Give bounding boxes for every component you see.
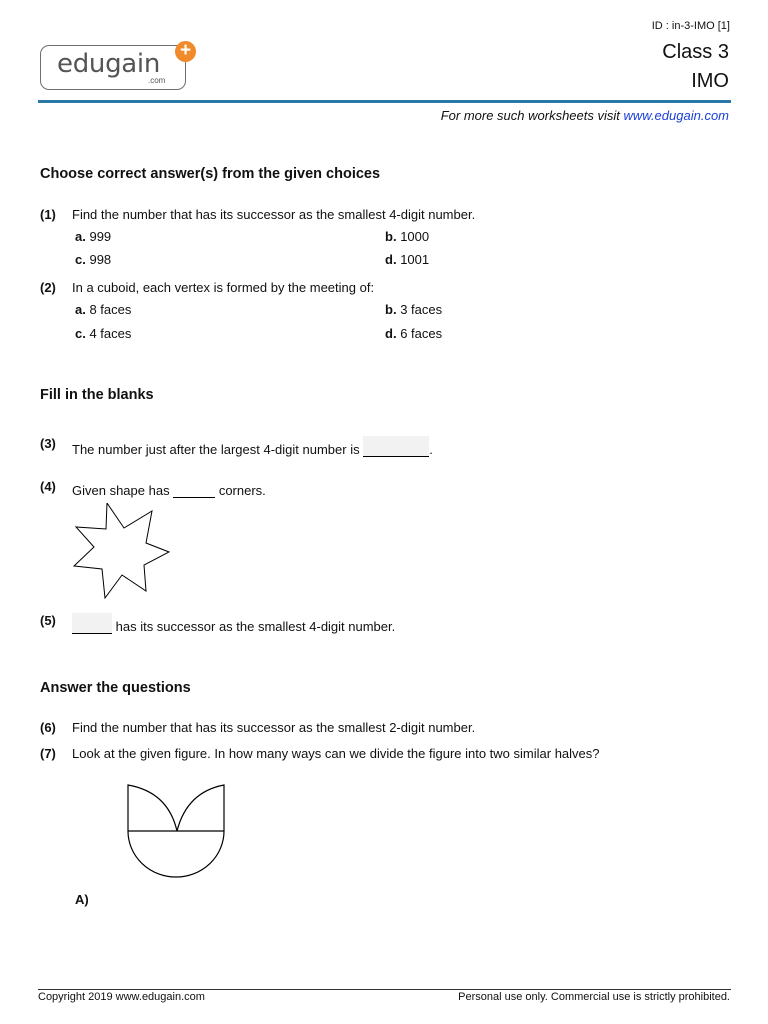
star-shape-figure [72,503,172,599]
q2-option-c[interactable]: c. 4 faces [75,326,132,341]
class-label: Class 3 [662,41,729,63]
logo-sub: .com [148,76,166,85]
section-choose-heading: Choose correct answer(s) from the given choices [40,166,381,182]
q7-number: (7) [40,746,56,761]
q7-answer-label: A) [75,892,89,907]
q2-text: In a cuboid, each vertex is formed by the meeting of: [72,280,375,295]
q3-line [72,436,433,457]
q1-option-b[interactable]: b. 1000 [385,229,430,244]
star-outline [74,503,169,598]
q3-text: The number just after the largest 4-digit number is [72,442,360,457]
footer-divider [38,989,731,990]
q2-option-d[interactable]: d. 6 faces [385,326,443,341]
q3-number: (3) [40,436,56,451]
q4-number: (4) [40,479,56,494]
footer-notice: Personal use only. Commercial use is strictly prohibited. [458,991,730,1003]
q5-text: has its successor as the smallest 4-digit number. [115,619,396,634]
more-worksheets-line [441,108,729,123]
header-divider [38,100,731,103]
q1-option-d[interactable]: d. 1001 [385,252,430,267]
q1-option-c[interactable]: c. 998 [75,252,112,267]
q1-option-a[interactable]: a. 999 [75,229,112,244]
logo-plus-icon: + [175,41,196,62]
q4-text-before: Given shape has [72,483,170,498]
q5-number: (5) [40,613,56,628]
q1-text: Find the number that has its successor as the smallest 4-digit number. [72,207,476,222]
figure-left-leaf [128,785,177,831]
q7-text: Look at the given figure. In how many ways can we divide the figure into two similar halves? [72,746,600,761]
logo-text: edugain [57,49,161,79]
footer-copyright: Copyright 2019 www.edugain.com [38,991,205,1003]
q2-number: (2) [40,280,56,295]
q6-text: Find the number that has its successor as the smallest 2-digit number. [72,720,476,735]
leaf-bowl-figure [122,780,230,880]
q5-line [72,613,395,634]
q3-period: . [429,442,433,457]
edugain-link[interactable]: www.edugain.com [623,108,729,123]
section-fill-heading: Fill in the blanks [40,387,154,403]
more-worksheets-text: For more such worksheets visit [440,108,624,123]
q1-number: (1) [40,207,56,222]
q2-option-a[interactable]: a. 8 faces [75,302,132,317]
q2-option-b[interactable]: b. 3 faces [385,302,443,317]
q3-answer-blank[interactable] [363,436,429,457]
subject-label: IMO [691,70,729,92]
section-answer-heading: Answer the questions [40,680,191,696]
q6-number: (6) [40,720,56,735]
q4-line [72,479,266,498]
q4-text-after: corners. [218,483,266,498]
figure-bottom-semicircle [128,831,224,877]
q5-answer-blank[interactable] [72,613,112,634]
q4-answer-blank[interactable] [173,479,215,498]
edugain-logo [40,45,186,90]
figure-right-leaf [177,785,224,831]
document-id: ID : in-3-IMO [1] [651,20,730,32]
